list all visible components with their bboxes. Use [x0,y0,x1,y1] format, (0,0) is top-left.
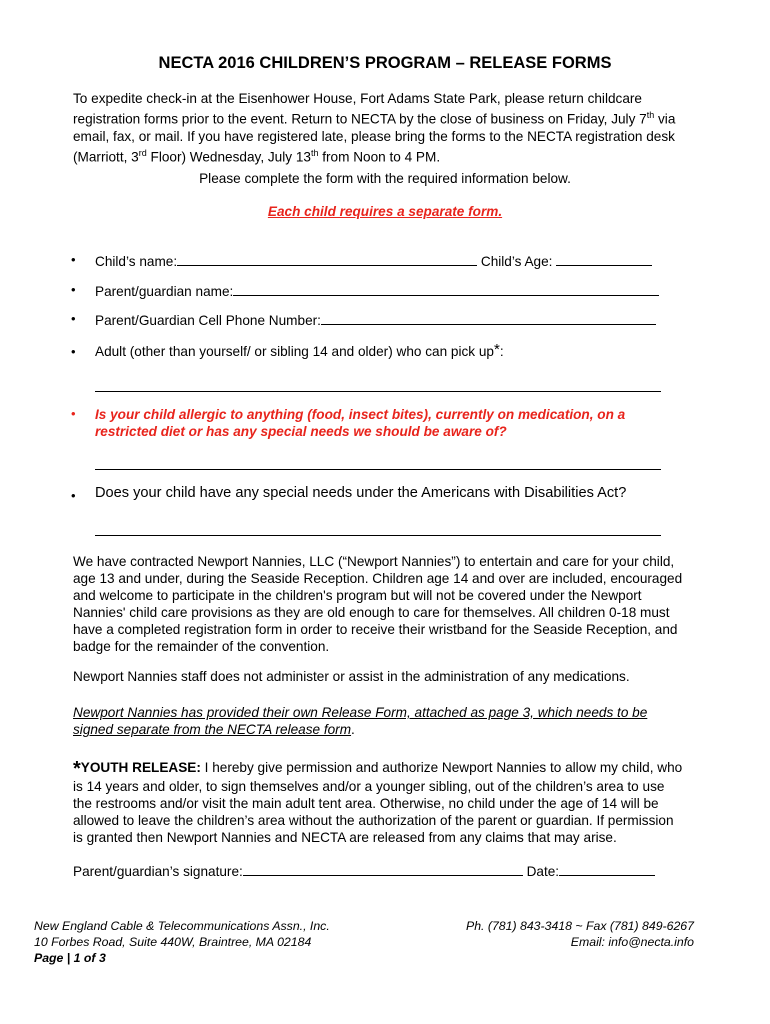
nannies-paragraph [73,553,701,655]
allergy-field[interactable] [95,469,661,470]
parent-name-field[interactable] [233,282,659,296]
paragraph-line: age 13 and under, during the Seaside Reception. Children age 14 and over are included, encouraged [73,571,683,586]
paragraph-line: and welcome to participate in the children's program but will not be covered under the Newport [73,588,642,603]
bullet-icon: • [71,344,76,359]
date-field[interactable] [559,862,655,876]
date-label: Date: [526,864,560,879]
signature-field[interactable] [243,862,523,876]
child-name-row [95,252,652,269]
intro-line: To expedite check-in at the Eisenhower House, Fort Adams State Park, please return childcare [73,91,642,106]
footer-address: 10 Forbes Road, Suite 440W, Braintree, MA 02184 [34,935,312,949]
parent-phone-row [95,311,656,328]
parent-phone-label: Parent/Guardian Cell Phone Number: [95,313,321,328]
child-name-label: Child’s name: [95,254,178,269]
pickup-field[interactable] [95,391,661,392]
intro-paragraph [73,90,701,165]
intro-line: email, fax, or mail. If you have registered late, please bring the forms to the NECTA registration desk [73,128,675,144]
footer-phone: Ph. (781) 843-3418 ~ Fax (781) 849-6267 [466,919,694,933]
bullet-icon: • [71,282,76,297]
medication-note: Newport Nannies staff does not administer or assist in the administration of any medications. [73,669,630,684]
page-number: Page | 1 of 3 [34,951,106,965]
parent-name-row [95,282,659,299]
pickup-row: Adult (other than yourself/ or sibling 14 and older) who can pick up*: [95,341,504,359]
signature-row [73,862,655,879]
youth-release-heading: YOUTH RELEASE: [80,760,201,775]
separate-form-note: Each child requires a separate form. [267,204,503,219]
footer-email: Email: info@necta.info [570,935,694,949]
youth-release-paragraph: *YOUTH RELEASE: I hereby give permission and authorize Newport Nannies to allow my child, who is 14 years and older, to sign themselves and/or a younger sibling, out of the children’s area to use the restrooms and/or visit the main adult tent area. Otherwise, no child under the age of 14 will be allowed to leave the children’s area without the authorization of the parent or guardian. If permission is granted then Newport Nannies and NECTA are released from any claims that may arise. [73,758,683,845]
bullet-icon: • [71,252,76,267]
ada-question: Does your child have any special needs under the Americans with Disabilities Act? [95,485,627,501]
allergy-question: Is your child allergic to anything (food, insect bites), currently on medication, on a restricted diet or has any special needs we should be aware of? [95,407,626,439]
child-name-field[interactable] [177,252,477,266]
ada-field[interactable] [95,535,661,536]
parent-name-label: Parent/guardian name: [95,284,234,299]
pickup-label: Adult (other than yourself/ or sibling 14 and older) who can pick up [95,344,494,359]
instruction-text: Please complete the form with the required information below. [199,171,571,186]
page-title: NECTA 2016 CHILDREN’S PROGRAM – RELEASE FORMS [158,54,612,72]
bullet-icon: • [71,406,76,421]
asterisk-mark: * [73,758,81,780]
paragraph-line: badge for the remainder of the convention. [73,639,330,654]
asterisk-mark: * [493,341,500,358]
footer-right [400,918,694,950]
bullet-icon: • [71,311,76,326]
bullet-icon: • [71,488,76,503]
child-age-label: Child’s Age: [480,254,553,269]
footer-left [34,918,330,966]
intro-line: registration forms prior to the event. Return to NECTA by the close of business on Friday, July 7th via [73,110,676,127]
paragraph-line: have a completed registration form in order to receive their wristband for the Seaside Reception, and [73,622,678,637]
intro-line: (Marriott, 3rd Floor) Wednesday, July 13th from Noon to 4 PM. [73,147,441,165]
footer-org: New England Cable & Telecommunications Assn., Inc. [34,919,330,933]
release-form-note: Newport Nannies has provided their own Release Form, attached as page 3, which needs to be signed separate from the NECTA release form. [73,705,648,737]
signature-label: Parent/guardian’s signature: [73,864,243,879]
parent-phone-field[interactable] [321,311,656,325]
child-age-field[interactable] [556,252,652,266]
paragraph-line: We have contracted Newport Nannies, LLC (“Newport Nannies”) to entertain and care for your child, [73,554,675,569]
paragraph-line: Nannies' child care provisions as they are old enough to care for themselves. All children 0-18 must [73,605,670,620]
